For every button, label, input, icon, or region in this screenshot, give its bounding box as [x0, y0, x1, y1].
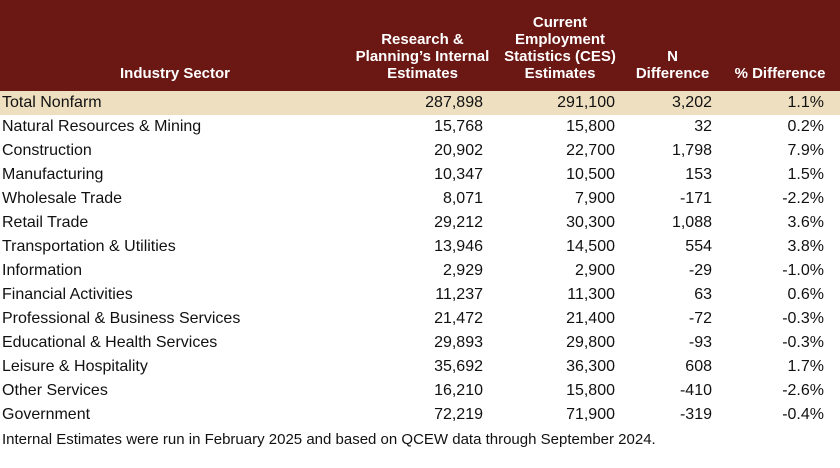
cell-sector: Educational & Health Services	[2, 334, 218, 351]
cell-sector: Total Nonfarm	[0, 90, 350, 116]
cell-sector: Other Services	[2, 382, 108, 399]
cell-sector: Manufacturing	[2, 166, 104, 183]
table-row	[0, 139, 840, 163]
cell-internal-estimate: 2,929	[442, 262, 483, 279]
table-row-total	[0, 90, 840, 116]
header-internal-estimates: Research & Planning’s Internal Estimates	[350, 0, 495, 90]
table-row	[0, 403, 840, 427]
cell-ces-estimate: 14,500	[566, 238, 615, 255]
cell-sector: Government	[2, 406, 91, 423]
cell-internal-estimate: 287,898	[350, 90, 495, 116]
cell-percent-difference: -2.2%	[782, 190, 824, 207]
cell-internal-estimate: 16,210	[434, 382, 483, 399]
cell-percent-difference: 3.6%	[787, 214, 824, 231]
cell-internal-estimate: 20,902	[434, 142, 483, 159]
cell-ces-estimate: 36,300	[566, 358, 615, 375]
cell-sector: Leisure & Hospitality	[2, 358, 148, 375]
cell-n-difference: -93	[688, 334, 712, 351]
table-row	[0, 259, 840, 283]
cell-sector: Natural Resources & Mining	[2, 118, 202, 135]
cell-ces-estimate: 291,100	[495, 90, 625, 116]
cell-percent-difference: 3.8%	[787, 238, 824, 255]
cell-internal-estimate: 13,946	[434, 238, 483, 255]
cell-n-difference: 63	[694, 286, 712, 303]
cell-percent-difference: 1.1%	[720, 90, 840, 116]
cell-ces-estimate: 22,700	[566, 142, 615, 159]
cell-n-difference: 3,202	[625, 90, 720, 116]
cell-sector: Construction	[2, 142, 92, 159]
cell-n-difference: 608	[685, 358, 712, 375]
cell-internal-estimate: 29,893	[434, 334, 483, 351]
table-row	[0, 187, 840, 211]
cell-sector: Transportation & Utilities	[2, 238, 176, 255]
footnote: Internal Estimates were run in February 2025 and based on QCEW data through September 2024.	[2, 431, 656, 448]
table-body	[0, 90, 840, 428]
cell-ces-estimate: 15,800	[566, 118, 615, 135]
cell-internal-estimate: 10,347	[434, 166, 483, 183]
cell-ces-estimate: 30,300	[566, 214, 615, 231]
cell-internal-estimate: 29,212	[434, 214, 483, 231]
header-ces-estimates: Current Employment Statistics (CES) Estimates	[495, 0, 625, 90]
cell-internal-estimate: 11,237	[435, 286, 483, 303]
header-n-difference: N Difference	[625, 0, 720, 90]
header-row	[0, 0, 840, 90]
cell-ces-estimate: 10,500	[566, 166, 615, 183]
cell-n-difference: 1,798	[671, 142, 712, 159]
cell-percent-difference: -0.4%	[782, 406, 824, 423]
cell-n-difference: -319	[679, 406, 712, 423]
cell-percent-difference: -1.0%	[782, 262, 824, 279]
cell-n-difference: 153	[685, 166, 712, 183]
cell-ces-estimate: 29,800	[566, 334, 615, 351]
cell-sector: Financial Activities	[2, 286, 133, 303]
cell-percent-difference: -2.6%	[782, 382, 824, 399]
cell-ces-estimate: 11,300	[567, 286, 615, 303]
cell-internal-estimate: 21,472	[434, 310, 483, 327]
table-row	[0, 355, 840, 379]
cell-ces-estimate: 2,900	[574, 262, 615, 279]
cell-percent-difference: -0.3%	[782, 334, 824, 351]
cell-internal-estimate: 35,692	[434, 358, 483, 375]
cell-internal-estimate: 15,768	[434, 118, 483, 135]
cell-n-difference: 554	[685, 238, 712, 255]
cell-internal-estimate: 8,071	[442, 190, 483, 207]
cell-percent-difference: 0.2%	[787, 118, 824, 135]
cell-percent-difference: 1.5%	[787, 166, 824, 183]
cell-ces-estimate: 71,900	[566, 406, 615, 423]
header-percent-difference: % Difference	[720, 0, 840, 90]
cell-n-difference: -72	[688, 310, 712, 327]
cell-percent-difference: -0.3%	[782, 310, 824, 327]
table-row	[0, 307, 840, 331]
cell-n-difference: 32	[694, 118, 712, 135]
table-row	[0, 235, 840, 259]
cell-sector: Retail Trade	[2, 214, 89, 231]
cell-n-difference: -29	[688, 262, 712, 279]
table-row	[0, 283, 840, 307]
cell-ces-estimate: 7,900	[574, 190, 615, 207]
cell-ces-estimate: 15,800	[566, 382, 615, 399]
cell-sector: Information	[2, 262, 83, 279]
cell-n-difference: -410	[679, 382, 712, 399]
table-row	[0, 331, 840, 355]
cell-sector: Professional & Business Services	[2, 310, 241, 327]
cell-n-difference: -171	[679, 190, 712, 207]
table-row	[0, 211, 840, 235]
table-row	[0, 115, 840, 139]
cell-n-difference: 1,088	[671, 214, 712, 231]
cell-ces-estimate: 21,400	[566, 310, 615, 327]
cell-percent-difference: 0.6%	[787, 286, 824, 303]
table-header	[0, 0, 840, 90]
cell-percent-difference: 1.7%	[787, 358, 824, 375]
table-row	[0, 163, 840, 187]
table-row	[0, 379, 840, 403]
cell-internal-estimate: 72,219	[434, 406, 483, 423]
header-industry-sector: Industry Sector	[0, 0, 350, 90]
cell-sector: Wholesale Trade	[2, 190, 123, 207]
cell-percent-difference: 7.9%	[787, 142, 824, 159]
